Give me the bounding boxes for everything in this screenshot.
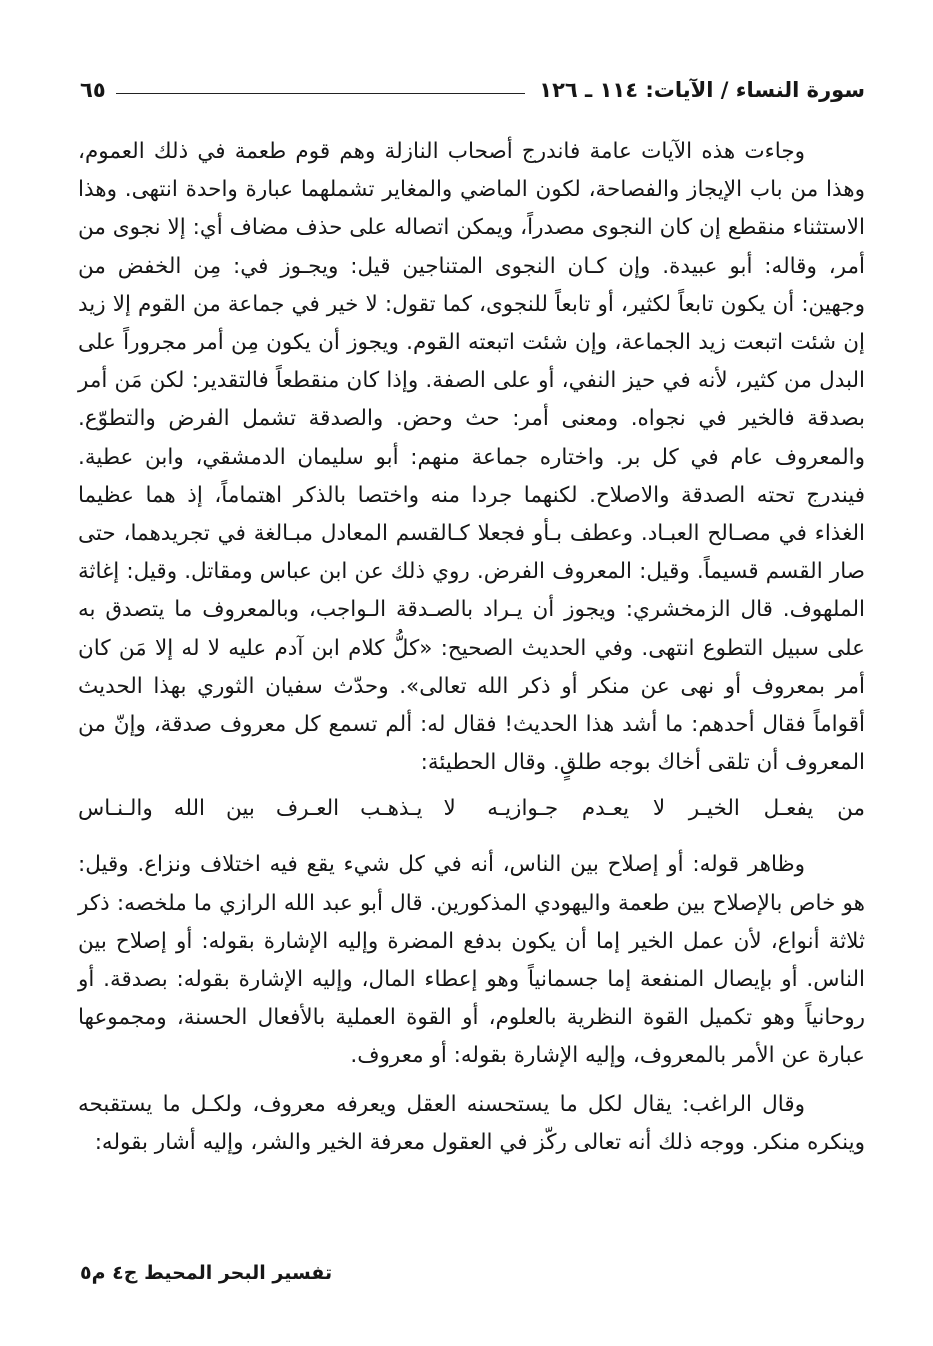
paragraph-3: وقال الراغب: يقال لكل ما يستحسنه العقل ويعرفه معروف، ولكـل ما يستقبحه وينكره منكر. ووجه ذلك أنه تعالى ركّز في العقول معرفة الخير والشر، وإليه أشار بقوله: <box>78 1091 865 1155</box>
verse-hemistich-first: من يفعـل الخيـر لا يعـدم جـوازيـه <box>487 796 865 822</box>
paragraph-1: وجاءت هذه الآيات عامة فاندرج أصحاب النازلة وهم قوم طعمة في ذلك العموم، وهذا من باب الإيجاز والفصاحة، لكون الماضي والمغاير تشملهما عبارة واحدة انتهى. وهذا الاستثناء منقطع إن كان النجوى مصدراً، ويمكن اتصاله على حذف مضاف أي: إلا نجوى من أمر، وقاله: أبو عبيدة. وإن كـان النجوى المتناجين قيل: ويجـوز في: مِن الخفض من وجهين: أن يكون تابعاً لكثير، أو تابعاً للنجوى، كما تقول: لا خير في جماعة من القوم إلا زيد إن شئت اتبعت زيد الجماعة، وإن شئت اتبعته القوم. ويجوز أن يكون مِن أمر مجروراً على البدل من كثير، لأنه في حيز النفي، أو على الصفة. وإذا كان منقطعاً فالتقدير: لكن مَن أمر بصدقة فالخير في نجواه. ومعنى أمر: حث وحض. والصدقة تشمل الفرض والتطوّع. والمعروف عام في كل بر. واختاره جماعة منهم: أبو سليمان الدمشقي، وابن عطية. فيندرج تحته الصدقة والاصلاح. لكنهما جردا منه واختصا بالذكر اهتماماً، إذ هما عظيما الغذاء في مصـالح العبـاد. وعطف بـأو فجعلا كـالقسم المعادل مبـالغة في تجريدهما، حتى صار القسم قسيماً. وقيل: المعروف الفرض. روي ذلك عن ابن عباس ومقاتل. وقيل: إغاثة الملهوف. قال الزمخشري: ويجوز أن يـراد بالصـدقة الـواجب، وبالمعروف ما يتصدق به على سبيل التطوع انتهى. وفي الحديث الصحيح: «كلُّ كلام ابن آدم عليه لا له إلا مَن كان أمر بمعروف أو نهى عن منكر أو ذكر الله تعالى». وحدّث سفيان الثوري بهذا الحديث أقواماً فقال أحدهم: ما أشد هذا الحديث! فقال له: ألم تسمع كل معروف صدقة، وإنّ من المعروف أن تلقى أخاك بوجه طلقٍ. وقال الحطيئة: <box>78 139 865 776</box>
paragraph-gap <box>78 1076 865 1086</box>
running-header <box>80 72 865 108</box>
paragraph-2: وظاهر قوله: أو إصلاح بين الناس، أنه في كل شيء يقع فيه اختلاف ونزاع. وقيل: هو خاص بالإصلاح بين طعمة واليهودي المذكورين. قال أبو عبد الله الرازي ما ملخصه: ذكر ثلاثة أنواع، لأن عمل الخير إما أن يكون بدفع المضرة وإليه الإشارة بقوله: أو إصلاح بين الناس. أو بإيصال المنفعة إما جسمانياً وهو إعطاء المال، وإليه الإشارة بقوله: بصدقة. أو روحانياً وهو تكميل القوة النظرية بالعلوم، أو القوة العملية بالأفعال الحسنة، ومجموعها عبارة عن الأمر بالمعروف، وإليه الإشارة بقوله: أو معروف. <box>78 852 865 1069</box>
running-title: سورة النساء / الآيات: ١١٤ ـ ١٢٦ <box>539 78 865 102</box>
printer-signature: تفسير البحر المحيط ج٤ م٥ <box>80 1262 333 1284</box>
header-rule <box>116 93 526 94</box>
page-number: ٦٥ <box>80 78 106 102</box>
verse-hemistich-second: لا يـذهـب العـرف بين الله والـنـاس <box>78 796 456 822</box>
page-body <box>78 133 865 1162</box>
poetry-verse <box>78 790 865 828</box>
